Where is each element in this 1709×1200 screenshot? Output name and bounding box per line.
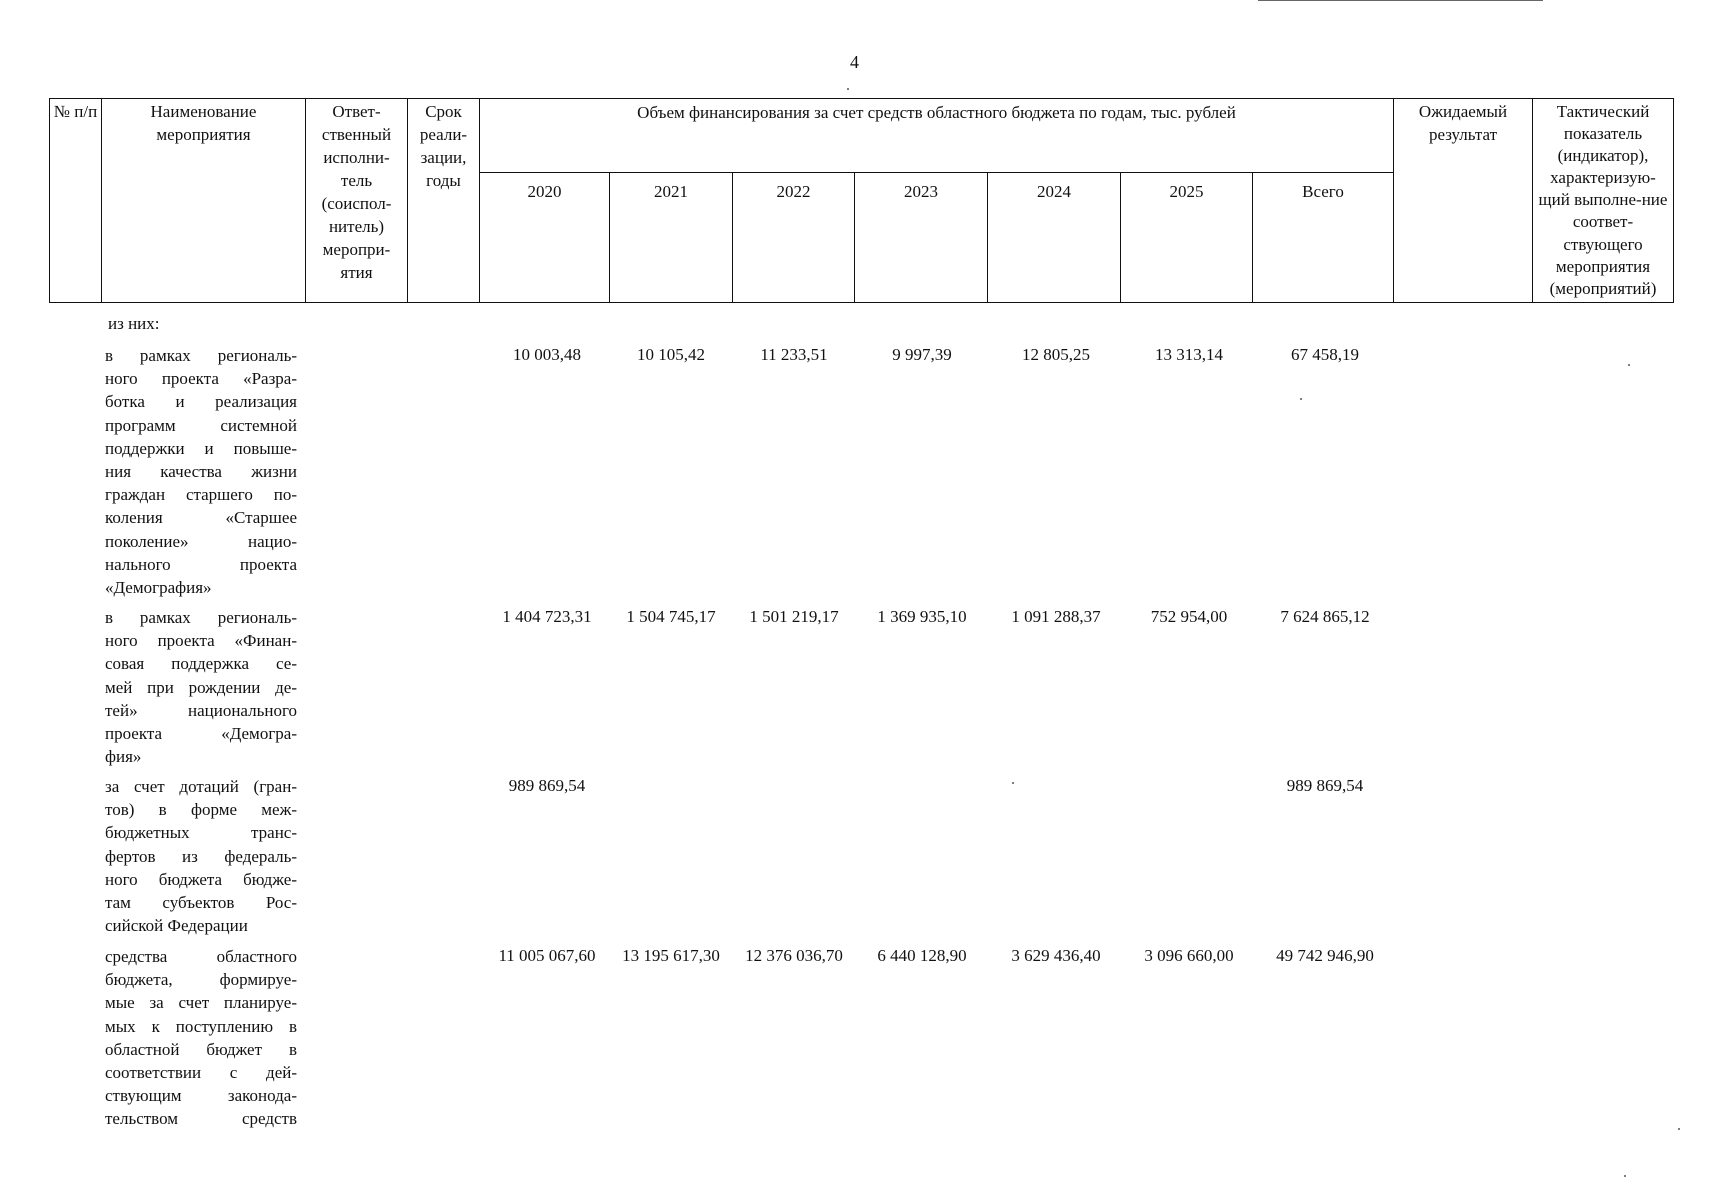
row-3-value-2021: 13 195 617,30 <box>622 946 720 965</box>
row-1-line: ного проекта «Финан- <box>105 631 297 651</box>
header-tactical: Тактический показатель (индикатор), характеризую-щий выполне-ние соответ-ствующего мероприятия (мероприятий) <box>1533 99 1674 303</box>
row-0-line: программ системной <box>105 415 297 435</box>
row-3-value-2022: 12 376 036,70 <box>745 946 843 965</box>
row-3-value-2023: 6 440 128,90 <box>877 946 967 965</box>
row-3-line: тельством средств <box>105 1109 297 1129</box>
row-0-line: граждан старшего по- <box>105 485 297 505</box>
row-0-line: коления «Старшее <box>105 508 297 528</box>
row-0-value-2023: 9 997,39 <box>892 345 952 364</box>
header-year-2023: 2023 <box>855 173 988 303</box>
row-0-line: поколение» нацио- <box>105 531 297 551</box>
row-0-line: «Демография» <box>105 578 212 598</box>
row-2-value-total: 989 869,54 <box>1286 776 1364 795</box>
row-1-line: совая поддержка се- <box>105 654 297 674</box>
page-number: 4 <box>850 52 859 72</box>
row-3-line: мых к поступлению в <box>105 1016 297 1036</box>
row-1-value-2024: 1 091 288,37 <box>1011 607 1101 626</box>
header-year-2024: 2024 <box>988 173 1121 303</box>
header-term: Срок реали-зации, годы <box>408 99 480 303</box>
row-3-value-2025: 3 096 660,00 <box>1144 946 1234 965</box>
header-funding-title: Объем финансирования за счет средств областного бюджета по годам, тыс. рублей <box>480 99 1394 173</box>
funding-table-header <box>49 98 1674 303</box>
row-0-value-2020: 10 003,48 <box>513 345 581 364</box>
header-expected: Ожидаемый результат <box>1394 99 1533 303</box>
row-2-value-2020: 989 869,54 <box>508 776 586 795</box>
row-1-value-2023: 1 369 935,10 <box>877 607 967 626</box>
row-0-line: нального проекта <box>105 554 297 574</box>
row-1-line: тей» национального <box>105 700 297 720</box>
row-1-value-2020: 1 404 723,31 <box>502 607 592 626</box>
row-1-value-total: 7 624 865,12 <box>1280 607 1370 626</box>
row-3-value-2020: 11 005 067,60 <box>498 946 596 965</box>
header-num: № п/п <box>50 99 102 303</box>
row-0-line: ния качества жизни <box>105 462 297 482</box>
row-1-value-2022: 1 501 219,17 <box>749 607 839 626</box>
row-2-line: там субъектов Рос- <box>105 893 297 913</box>
row-0-name <box>105 344 297 599</box>
row-0-line: ного проекта «Разра- <box>105 369 297 389</box>
row-0-value-2025: 13 313,14 <box>1155 345 1223 364</box>
header-year-2021: 2021 <box>610 173 733 303</box>
row-2-line: сийской Федерации <box>105 916 248 936</box>
scan-speck <box>1678 1128 1680 1130</box>
row-0-value-2021: 10 105,42 <box>637 345 705 364</box>
row-1-value-2021: 1 504 745,17 <box>626 607 716 626</box>
row-1-line: в рамках региональ- <box>105 608 297 627</box>
row-3-value-total: 49 742 946,90 <box>1276 946 1374 965</box>
row-0-value-2022: 11 233,51 <box>760 345 828 364</box>
row-2-line: тов) в форме меж- <box>105 800 297 820</box>
scan-speck <box>1012 782 1014 784</box>
header-year-2020: 2020 <box>480 173 610 303</box>
scan-artifact-line <box>1258 0 1543 1</box>
row-3-line: областной бюджет в <box>105 1039 297 1059</box>
header-year-2022: 2022 <box>733 173 855 303</box>
row-2-line: ного бюджета бюдже- <box>105 869 297 889</box>
header-name: Наименование мероприятия <box>102 99 306 303</box>
row-2-name <box>105 775 297 937</box>
row-0-line: в рамках региональ- <box>105 346 297 365</box>
row-3-value-2024: 3 629 436,40 <box>1011 946 1101 965</box>
row-2-line: бюджетных транс- <box>105 823 297 843</box>
row-3-line: ствующим законода- <box>105 1086 297 1106</box>
row-1-name <box>105 606 297 768</box>
row-1-line: мей при рождении де- <box>105 677 297 697</box>
row-0-value-2024: 12 805,25 <box>1022 345 1090 364</box>
row-3-line: средства областного <box>105 947 297 966</box>
header-year-total: Всего <box>1253 173 1394 303</box>
scan-speck <box>1300 398 1302 400</box>
row-3-line: соответствии с дей- <box>105 1063 297 1083</box>
row-0-value-total: 67 458,19 <box>1291 345 1359 364</box>
scan-speck <box>847 88 849 90</box>
row-3-name <box>105 945 297 1131</box>
header-year-2025: 2025 <box>1121 173 1253 303</box>
header-responsible: Ответ-ственный исполни-тель (соиспол-нитель) меропри-ятия <box>306 99 408 303</box>
row-0-line: ботка и реализация <box>105 392 297 412</box>
scan-speck <box>1628 364 1630 366</box>
row-2-line: за счет дотаций (гран- <box>105 777 297 796</box>
row-3-line: бюджета, формируе- <box>105 970 297 990</box>
row-1-line: фия» <box>105 747 142 767</box>
row-3-line: мые за счет планируе- <box>105 993 297 1013</box>
row-1-line: проекта «Демогра- <box>105 724 297 744</box>
subheading: из них: <box>108 314 160 333</box>
scan-speck <box>1624 1175 1626 1177</box>
row-2-line: фертов из федераль- <box>105 846 297 866</box>
row-0-line: поддержки и повыше- <box>105 438 297 458</box>
row-1-value-2025: 752 954,00 <box>1150 607 1228 626</box>
